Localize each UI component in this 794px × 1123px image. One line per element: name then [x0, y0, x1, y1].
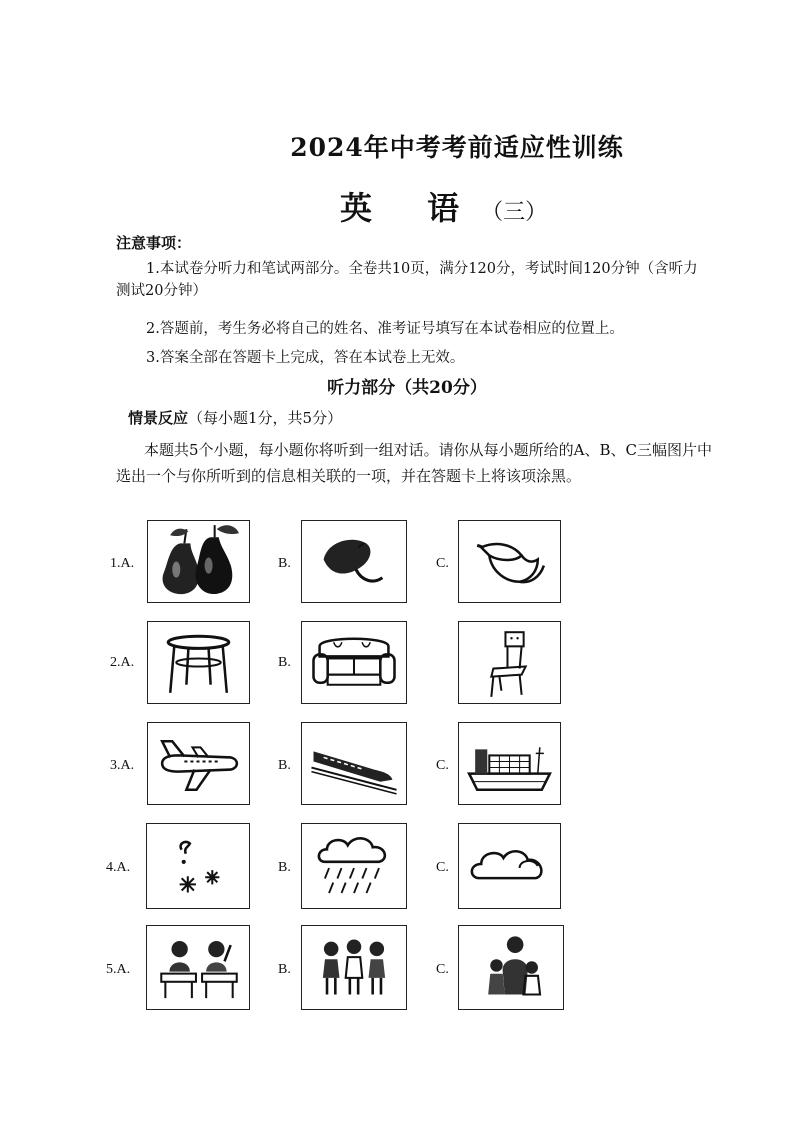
q1-option-a-image[interactable] — [147, 520, 250, 603]
pears-icon — [148, 521, 249, 602]
students-icon — [147, 926, 249, 1009]
q5-option-b-label: B. — [278, 962, 291, 977]
listening-section-title: 听力部分（共20分） — [327, 378, 487, 398]
q2-option-b-label: B. — [278, 655, 291, 670]
q5-option-a-image[interactable] — [146, 925, 250, 1010]
question-2-number: 2.A. — [110, 655, 135, 670]
q2-option-a-image[interactable] — [147, 621, 250, 704]
page-title: 2024年中考考前适应性训练 — [290, 133, 624, 162]
question-5-number: 5.A. — [106, 962, 131, 977]
note-item-3: 3.答案全部在答题卡上完成，答在本试卷上无效。 — [146, 350, 465, 366]
children-icon — [302, 926, 406, 1009]
banana-icon — [459, 521, 560, 602]
note-item-2: 2.答题前，考生务必将自己的姓名、准考证号填写在本试卷相应的位置上。 — [146, 321, 624, 337]
q3-option-c-image[interactable] — [458, 722, 561, 805]
cloud-icon — [459, 824, 560, 908]
q4-option-a-image[interactable] — [146, 823, 250, 909]
part-score: （每小题1分，共5分） — [188, 409, 343, 427]
snow-icon — [147, 824, 249, 908]
q4-option-b-label: B. — [278, 860, 291, 875]
q1-option-b-label: B. — [278, 556, 291, 571]
q3-option-a-image[interactable] — [147, 722, 250, 805]
question-1-number: 1.A. — [110, 556, 135, 571]
q1-option-c-image[interactable] — [458, 520, 561, 603]
chair-icon — [459, 622, 560, 703]
q3-option-c-label: C. — [436, 758, 449, 773]
q2-option-c-image[interactable] — [458, 621, 561, 704]
note-item-1: 1.本试卷分听力和笔试两部分。全卷共10页，满分120分，考试时间120分钟（含听力测试20分钟） — [116, 261, 698, 299]
q4-option-c-image[interactable] — [458, 823, 561, 909]
q5-option-c-label: C. — [436, 962, 449, 977]
q4-option-b-image[interactable] — [301, 823, 407, 909]
q5-option-c-image[interactable] — [458, 925, 564, 1010]
subject-main: 英 语 — [340, 189, 482, 227]
part-instructions: 本题共5个小题，每小题你将听到一组对话。请你从每小题所给的A、B、C三幅图片中选出一个与你所听到的信息相关联的一项，并在答题卡上将该项涂黑。 — [116, 441, 712, 485]
sofa-icon — [302, 622, 406, 703]
part-heading — [128, 407, 342, 428]
airplane-icon — [148, 723, 249, 804]
q2-option-b-image[interactable] — [301, 621, 407, 704]
q1-option-c-label: C. — [436, 556, 449, 571]
subject-heading — [340, 183, 547, 229]
subject-volume: （三） — [481, 200, 548, 225]
leaf-icon — [302, 521, 406, 602]
part-title: 情景反应 — [128, 409, 189, 427]
q1-option-b-image[interactable] — [301, 520, 407, 603]
q3-option-b-image[interactable] — [301, 722, 407, 805]
question-3-number: 3.A. — [110, 758, 135, 773]
notes-heading: 注意事项： — [116, 234, 192, 252]
q3-option-b-label: B. — [278, 758, 291, 773]
q5-option-b-image[interactable] — [301, 925, 407, 1010]
ship-icon — [459, 723, 560, 804]
question-4-number: 4.A. — [106, 860, 131, 875]
table-icon — [148, 622, 249, 703]
train-icon — [302, 723, 406, 804]
rain-icon — [302, 824, 406, 908]
family-icon — [459, 926, 563, 1009]
q4-option-c-label: C. — [436, 860, 449, 875]
